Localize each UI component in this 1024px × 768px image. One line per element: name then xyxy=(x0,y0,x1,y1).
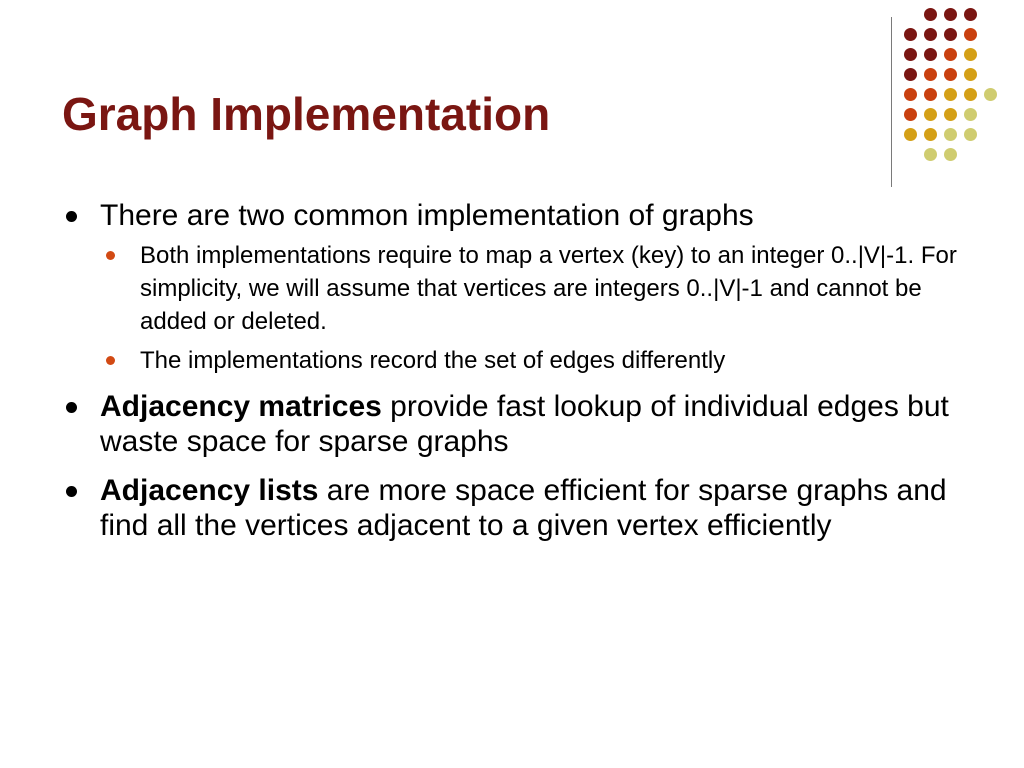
decorative-dot xyxy=(904,28,917,41)
decorative-dot xyxy=(904,68,917,81)
decorative-dot xyxy=(944,48,957,61)
decorative-dot xyxy=(964,88,977,101)
bullet-dot-icon xyxy=(66,402,77,413)
decorative-dot-grid xyxy=(904,8,1014,178)
decorative-dot xyxy=(964,108,977,121)
decorative-dot xyxy=(924,68,937,81)
decorative-dot xyxy=(924,48,937,61)
decorative-dot xyxy=(964,68,977,81)
decorative-dot xyxy=(944,148,957,161)
decorative-dot xyxy=(924,28,937,41)
bullet-text: are more space efficient for sparse graphs and find all the vertices adjacent to a given vertex efficiently xyxy=(100,474,947,542)
slide-title: Graph Implementation xyxy=(62,88,551,140)
decorative-dot xyxy=(944,28,957,41)
sub-bullet-item xyxy=(62,239,962,338)
decorative-dot xyxy=(904,48,917,61)
bullet-item xyxy=(62,389,962,459)
bullet-item xyxy=(62,473,962,543)
decorative-dot xyxy=(964,48,977,61)
decorative-dot xyxy=(964,28,977,41)
sub-bullet-list xyxy=(62,239,962,377)
sub-bullet-dot-icon xyxy=(106,356,115,365)
sub-bullet-text: The implementations record the set of edges differently xyxy=(140,347,726,374)
bullet-item xyxy=(62,198,962,233)
decorative-dot xyxy=(904,128,917,141)
bullet-bold-term: Adjacency lists xyxy=(100,474,319,507)
bullet-text: There are two common implementation of graphs xyxy=(100,199,754,232)
bullet-dot-icon xyxy=(66,211,77,222)
decorative-dot xyxy=(944,88,957,101)
sub-bullet-item xyxy=(62,344,962,377)
decorative-dot xyxy=(924,148,937,161)
sub-bullet-dot-icon xyxy=(106,251,115,260)
decorative-dot xyxy=(944,68,957,81)
decorative-dot xyxy=(944,8,957,21)
slide-body xyxy=(62,198,962,557)
decorative-dot xyxy=(984,88,997,101)
bullet-text: provide fast lookup of individual edges but waste space for sparse graphs xyxy=(100,390,949,458)
decorative-dot xyxy=(924,8,937,21)
bullet-bold-term: Adjacency matrices xyxy=(100,390,382,423)
sub-bullet-text: Both implementations require to map a vertex (key) to an integer 0..|V|-1. For simplicity, we will assume that vertices are integers 0..|V|-1 and cannot be added or deleted. xyxy=(140,242,957,335)
decorative-dot xyxy=(924,108,937,121)
decorative-dot xyxy=(964,128,977,141)
decorative-dot xyxy=(924,128,937,141)
decorative-dot xyxy=(904,88,917,101)
decorative-dot xyxy=(904,108,917,121)
decorative-dot xyxy=(924,88,937,101)
decorative-dot xyxy=(944,128,957,141)
decorative-dot xyxy=(944,108,957,121)
bullet-dot-icon xyxy=(66,486,77,497)
title-divider-line xyxy=(891,17,892,187)
decorative-dot xyxy=(964,8,977,21)
